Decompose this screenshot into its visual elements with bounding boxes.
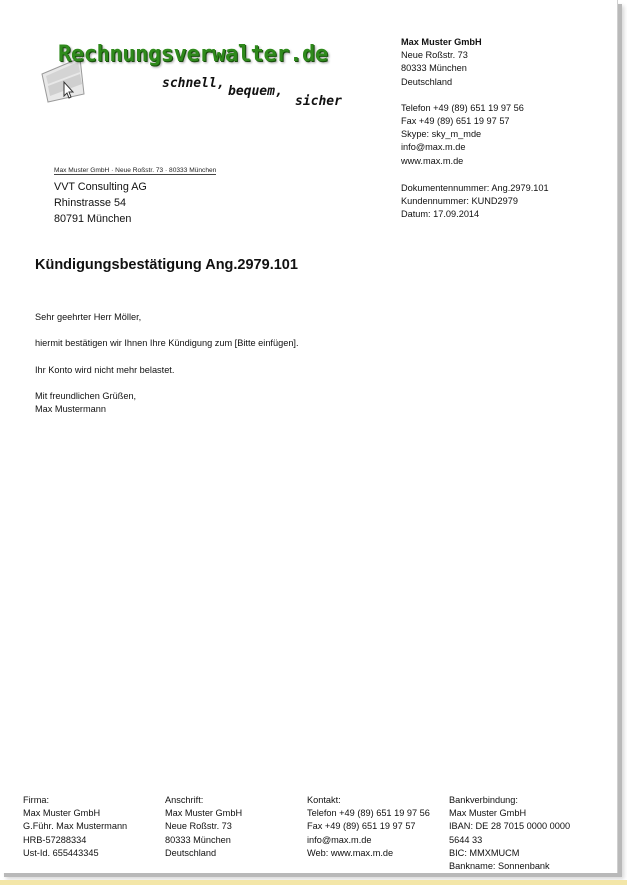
return-address-line: Max Muster GmbH · Neue Roßstr. 73 · 80333 München	[54, 167, 217, 174]
letter-greeting: Sehr geehrter Herr Möller,	[35, 312, 142, 322]
footer-firma	[23, 794, 127, 860]
footer-line: Ust-Id. 655443345	[23, 847, 99, 858]
footer-line: 5644 33	[449, 834, 483, 845]
footer-line: 80333 München	[165, 834, 231, 845]
footer-line: Fax +49 (89) 651 19 97 57	[307, 821, 416, 832]
footer-heading: Bankverbindung:	[449, 795, 518, 805]
footer-heading: Anschrift:	[165, 795, 204, 805]
logo-slogan-2: bequem,	[228, 84, 283, 99]
footer-anschrift	[165, 794, 242, 860]
sender-phone: Telefon +49 (89) 651 19 97 56	[401, 102, 524, 113]
sender-company: Max Muster GmbH	[401, 37, 482, 47]
logo-title: Rechnungsverwalter.de	[58, 42, 328, 67]
footer-line: G.Führ. Max Mustermann	[23, 821, 128, 832]
sender-country: Deutschland	[401, 76, 453, 87]
recipient-company: VVT Consulting AG	[54, 181, 147, 193]
footer-line: Max Muster GmbH	[449, 808, 527, 819]
letter-line-1: hiermit bestätigen wir Ihnen Ihre Kündigung zum [Bitte einfügen].	[35, 338, 299, 348]
recipient-street: Rhinstrasse 54	[54, 197, 127, 210]
footer-line: Neue Roßstr. 73	[165, 821, 232, 832]
footer-line: HRB-57288334	[23, 834, 87, 845]
footer-line: Telefon +49 (89) 651 19 97 56	[307, 808, 430, 819]
sender-email: info@max.m.de	[401, 142, 466, 153]
logo-slogan-3: sicher	[295, 94, 342, 109]
recipient-city: 80791 München	[54, 213, 132, 226]
sender-skype: Skype: sky_m_mde	[401, 129, 482, 140]
footer-line: IBAN: DE 28 7015 0000 0000	[449, 821, 571, 832]
letter-closing	[35, 390, 136, 416]
footer-line: Bankname: Sonnenbank	[449, 861, 550, 872]
company-logo	[40, 38, 350, 113]
footer-heading: Firma:	[23, 795, 50, 805]
footer-kontakt	[307, 794, 430, 860]
footer-line: BIC: MMXMUCM	[449, 847, 520, 858]
logo-slogan-1: schnell,	[162, 76, 225, 91]
footer-line: info@max.m.de	[307, 834, 372, 845]
footer-line: Max Muster GmbH	[23, 808, 101, 819]
recipient-address	[54, 179, 147, 228]
sender-fax: Fax +49 (89) 651 19 97 57	[401, 116, 510, 127]
customer-number: Kundennummer: KUND2979	[401, 196, 518, 207]
footer-line: Web: www.max.m.de	[307, 847, 394, 858]
footer-line: Max Muster GmbH	[165, 808, 243, 819]
footer-heading: Kontakt:	[307, 795, 341, 805]
letter-line-2: Ihr Konto wird nicht mehr belastet.	[35, 365, 175, 375]
viewer-bottom-strip	[0, 880, 627, 885]
sender-street: Neue Roßstr. 73	[401, 50, 468, 61]
document-number: Dokumentennummer: Ang.2979.101	[401, 183, 549, 193]
footer-line: Deutschland	[165, 847, 217, 858]
document-meta	[401, 182, 549, 222]
signature-name: Max Mustermann	[35, 404, 106, 415]
sender-block	[401, 36, 524, 168]
footer-bank	[449, 794, 570, 873]
document-date: Datum: 17.09.2014	[401, 209, 480, 220]
sender-web: www.max.m.de	[401, 155, 464, 166]
closing-phrase: Mit freundlichen Grüßen,	[35, 391, 137, 401]
sender-city: 80333 München	[401, 63, 467, 74]
letter-subject: Kündigungsbestätigung Ang.2979.101	[35, 257, 298, 273]
